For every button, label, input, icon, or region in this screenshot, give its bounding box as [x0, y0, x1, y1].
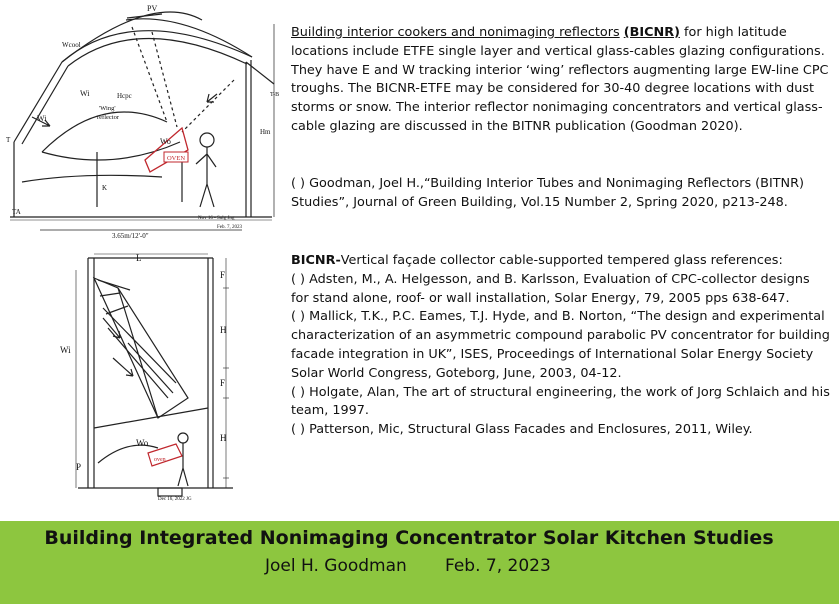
k-label: K: [102, 184, 108, 192]
intro-acronym: (BICNR): [623, 25, 680, 40]
intro-body: for high latitude locations include ETFE single layer and vertical glass-cables glazing configurations. They have E and W tracking interior ‘wing’ reflectors augmenting large EW-line CPC troughs. The BICNR-ETFE may be considered for 30-40 degree locations with dust storms or snow. The interior reflector nonimaging concentrators and vertical glass-cable glazing are discussed in the BITNR publication (Goodman 2020).: [291, 25, 829, 134]
wo-facade-label: Wo: [136, 438, 149, 448]
hm-label: Hm: [260, 128, 271, 136]
wo-label: Wo: [160, 137, 171, 146]
wi-lower-label: Wi: [37, 114, 47, 123]
reference-item: ( ) Adsten, M., A. Helgesson, and B. Karlsson, Evaluation of CPC-collector designs for stand alone, roof- or wall installation, Solar Energy, 79, 2005 pps 638-647.: [291, 271, 810, 306]
tb-label: T-B: [270, 92, 280, 98]
pv-label: PV: [147, 4, 158, 13]
reflector-label: reflector: [97, 114, 120, 121]
reference-item: ( ) Patterson, Mic, Structural Glass Facades and Enclosures, 2011, Wiley.: [291, 422, 753, 438]
footer-title: Building Integrated Nonimaging Concentrator Solar Kitchen Studies: [44, 527, 774, 549]
reference-goodman: [291, 175, 831, 213]
intro-paragraph: [291, 24, 831, 137]
ta-label: TA: [12, 208, 21, 216]
building-section-sketch: [2, 2, 286, 238]
intro-title: Building interior cookers and nonimaging reflectors: [291, 25, 620, 40]
references-lead: BICNR-: [291, 253, 341, 268]
wi-facade-label: Wi: [60, 345, 71, 355]
facade-collector-drawing: [58, 248, 250, 502]
building-section-drawing: [2, 2, 286, 238]
f-lower-label: F: [220, 378, 226, 388]
t-label: T: [6, 136, 11, 144]
facade-references: [291, 252, 831, 440]
footer-banner: [0, 521, 839, 604]
wing-label: 'Wing': [99, 105, 116, 112]
wi-label: Wi: [80, 89, 90, 98]
references-heading: Vertical façade collector cable-supported tempered glass references:: [340, 253, 783, 268]
footer-date: Feb. 7, 2023: [445, 556, 551, 576]
reference-item: ( ) Holgate, Alan, The art of structural engineering, the work of Jorg Schlaich and his team, 1997.: [291, 384, 830, 419]
h-top-label: H: [220, 325, 227, 335]
f-top-label: F: [220, 270, 226, 280]
facade-date-label: Dec 16, 2022 JG: [158, 497, 192, 502]
reference-item: ( ) Mallick, T.K., P.C. Eames, T.J. Hyde, and B. Norton, “The design and experimental characterization of an asymmetric compound parabolic PV concentrator for building facade integration in UK”, ISES, Proceedings of International Solar Energy Society Solar World Congress, Goteborg, June, 2003, 04-12.: [291, 309, 830, 381]
facade-collector-sketch: [58, 248, 250, 502]
h-lower-label: H: [220, 433, 227, 443]
hcpc-label: Hcpc: [117, 92, 132, 100]
l-label: L: [136, 253, 142, 263]
sketch-date-label: Feb. 7, 2023: [217, 225, 242, 230]
width-label: 3.65m/12'-0": [112, 232, 149, 238]
oven-label: OVEN: [166, 155, 186, 162]
oven-facade-label: oven: [154, 457, 166, 463]
wcool-label: Wcool: [62, 41, 81, 49]
p-label: P: [76, 462, 82, 472]
reference-goodman-text: ( ) Goodman, Joel H.,“Building Interior Tubes and Nonimaging Reflectors (BITNR) Studies”, Journal of Green Building, Vol.15 Number 2, Spring 2020, p213-248.: [291, 176, 805, 210]
footer-author: Joel H. Goodman: [265, 556, 407, 576]
note-label: Nov 16 - Sulg Jng: [198, 216, 235, 221]
